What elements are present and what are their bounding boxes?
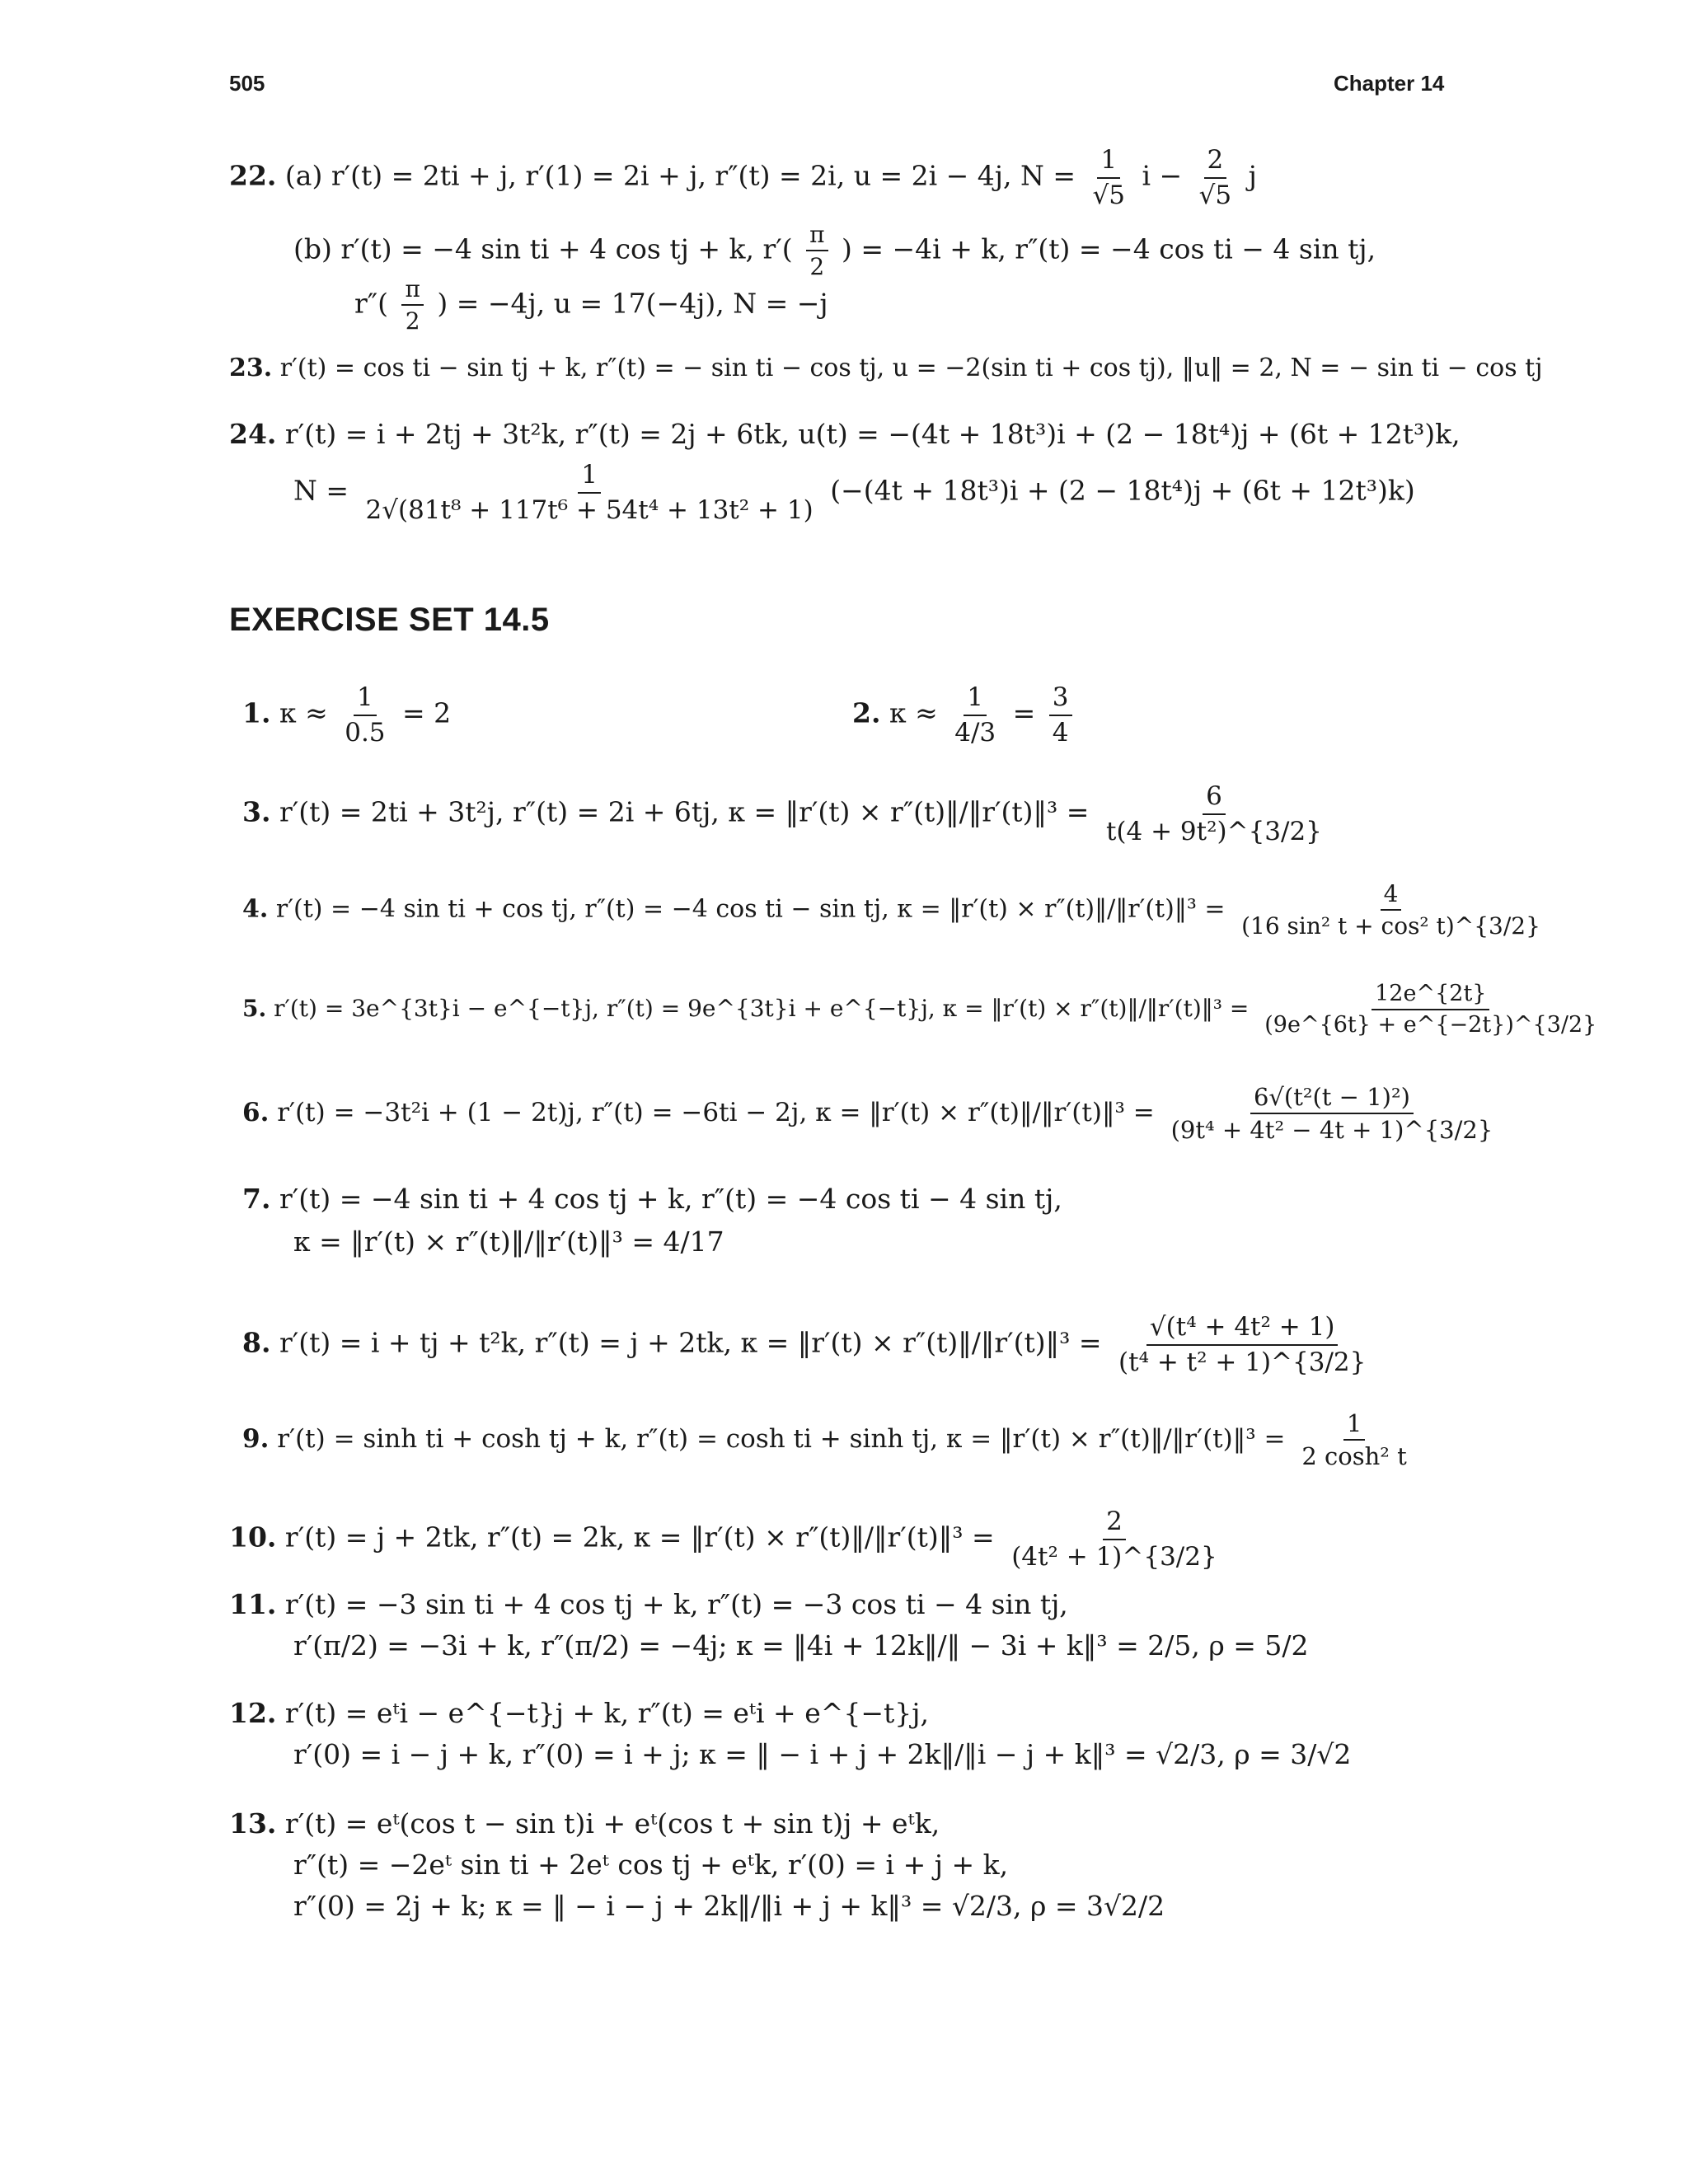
fraction: $\frac{1}{√5}$ (1092, 145, 1125, 210)
exercise-8: 8. r′(t) = i + tj + t²k, r″(t) = j + 2tk, κ = ‖r′(t) × r″(t)‖/‖r′(t)‖³ = $\frac{\text{√(t⁴ + 4t² + 1)}}{\text{(t⁴ + t² + 1)\textasciicircum{}\{3/2\}}}$ (242, 1314, 1374, 1376)
fraction: $\frac{\text{6√(t²(t − 1)²)}}{\text{(9t⁴ + 4t² − 4t + 1)\textasciicircum{}\{3/2\}}}$ (1170, 1083, 1493, 1145)
exercise-11-line2: r′(π/2) = −3i + k, r″(π/2) = −4j; κ = ‖4i + 12k‖/‖ − 3i + k‖³ = 2/5, ρ = 5/2 (293, 1629, 1309, 1661)
exercise-13-line3: r″(0) = 2j + k; κ = ‖ − i − j + 2k‖/‖i + j + k‖³ = √2/3, ρ = 3√2/2 (293, 1890, 1165, 1922)
fraction: $\frac{1}{4/3}$ (954, 682, 996, 748)
fraction: $\frac{1}{\text{2√(81t⁸ + 117t⁶ + 54t⁴ + 13t² + 1)}}$ (365, 460, 814, 525)
exercise-7-line2: κ = ‖r′(t) × r″(t)‖/‖r′(t)‖³ = 4/17 (293, 1226, 724, 1258)
answer-24-line1: 24. r′(t) = i + 2tj + 3t²k, r″(t) = 2j + 6tk, u(t) = −(4t + 18t³)i + (2 − 18t⁴)j + (6t + 12t³)k, (229, 418, 1461, 450)
exercise-3: 3. r′(t) = 2ti + 3t²j, r″(t) = 2i + 6tj, κ = ‖r′(t) × r″(t)‖/‖r′(t)‖³ = $\frac{6}{\text{t(4 + 9t²)\textasciicircum{}\{3/2\}}}$ (242, 783, 1330, 845)
answer-22-a: 22. (a) r′(t) = 2ti + j, r′(1) = 2i + j, r″(t) = 2i, u = 2i − 4j, N = $\frac{1}{√5}$ i − $\frac{2}{√5}$ j (229, 145, 1257, 210)
fraction: $\frac{4}{\text{(16 sin² t + cos² t)\textasciicircum{}\{3/2\}}}$ (1241, 880, 1540, 940)
fraction: $\frac{1}{\text{2 cosh² t}}$ (1301, 1409, 1407, 1471)
fraction: $\frac{\pi}{2}$ (806, 223, 828, 279)
exercise-13-line1: 13. r′(t) = eᵗ(cos t − sin t)i + eᵗ(cos t + sin t)j + eᵗk, (229, 1807, 940, 1840)
exercise-9: 9. r′(t) = sinh ti + cosh tj + k, r″(t) = cosh ti + sinh tj, κ = ‖r′(t) × r″(t)‖/‖r′(t)‖³ = $\frac{1}{\text{2 cosh² t}}$ (242, 1411, 1415, 1469)
answer-22-b-line1: (b) r′(t) = −4 sin ti + 4 cos tj + k, r′( $\frac{\pi}{2}$ ) = −4i + k, r″(t) = −4 cos ti − 4 sin tj, (293, 221, 1376, 281)
exercise-1: 1. κ ≈ $\frac{1}{0.5}$ = 2 (242, 682, 452, 748)
exercise-13-line2: r″(t) = −2eᵗ sin ti + 2eᵗ cos tj + eᵗk, r′(0) = i + j + k, (293, 1849, 1009, 1881)
page-number: 505 (229, 71, 265, 96)
answer-text: (a) r′(t) = 2ti + j, r′(1) = 2i + j, r″(t) = 2i, u = 2i − 4j, N = (284, 159, 1076, 192)
exercise-5: 5. r′(t) = 3e^{3t}i − e^{−t}j, r″(t) = 9e^{3t}i + e^{−t}j, κ = ‖r′(t) × r″(t)‖/‖r′(t)‖³ = $\frac{12e\^{}\{2t\}}{(9e\^{}\{6t\} + e\^{}\{-2t\})\^{}\{3/2\}}$ (242, 982, 1605, 1038)
answer-23: 23. r′(t) = cos ti − sin tj + k, r″(t) = − sin ti − cos tj, u = −2(sin ti + cos tj), ‖u‖ = 2, N = − sin ti − cos tj (229, 354, 1543, 382)
fraction: $\frac{3}{4}$ (1049, 684, 1072, 746)
fraction: $\frac{1}{0.5}$ (345, 682, 386, 748)
answer-24-line2: N = $\frac{1}{\text{2√(81t⁸ + 117t⁶ + 54t⁴ + 13t² + 1)}}$ (−(4t + 18t³)i + (2 − 18t⁴)j + (6t + 12t³)k) (293, 460, 1415, 525)
fraction: $\frac{2}{\text{(4t² + 1)\textasciicircum{}\{3/2\}}}$ (1011, 1507, 1217, 1572)
chapter-label: Chapter 14 (1334, 71, 1445, 96)
exercise-12-line1: 12. r′(t) = eᵗi − e^{−t}j + k, r″(t) = eᵗi + e^{−t}j, (229, 1697, 929, 1729)
exercise-11-line1: 11. r′(t) = −3 sin ti + 4 cos tj + k, r″(t) = −3 cos ti − 4 sin tj, (229, 1588, 1068, 1620)
exercise-4: 4. r′(t) = −4 sin ti + cos tj, r″(t) = −4 cos ti − sin tj, κ = ‖r′(t) × r″(t)‖/‖r′(t)‖³ = $\frac{4}{\text{(16 sin² t + cos² t)\textasciicircum{}\{3/2\}}}$ (242, 882, 1549, 939)
exercise-10: 10. r′(t) = j + 2tk, r″(t) = 2k, κ = ‖r′(t) × r″(t)‖/‖r′(t)‖³ = $\frac{2}{\text{(4t² + 1)\textasciicircum{}\{3/2\}}}$ (229, 1508, 1226, 1570)
answer-22-b-line2: r″( $\frac{\pi}{2}$ ) = −4j, u = 17(−4j), N = −j (354, 275, 828, 335)
answer-number: 22. (229, 159, 277, 192)
exercise-6: 6. r′(t) = −3t²i + (1 − 2t)j, r″(t) = −6ti − 2j, κ = ‖r′(t) × r″(t)‖/‖r′(t)‖³ = $\frac{\text{6√(t²(t − 1)²)}}{\text{(9t⁴ + 4t² − 4t + 1)\textasciicircum{}\{3/2\}}}$ (242, 1085, 1501, 1143)
exercise-7-line1: 7. r′(t) = −4 sin ti + 4 cos tj + k, r″(t) = −4 cos ti − 4 sin tj, (242, 1183, 1062, 1215)
fraction: $\frac{12e\^{}\{2t\}}{(9e\^{}\{6t\} + e\^{}\{-2t\})\^{}\{3/2\}}$ (1264, 981, 1597, 1038)
fraction: $\frac{\pi}{2}$ (401, 277, 423, 334)
fraction: $\frac{6}{\text{t(4 + 9t²)\textasciicircum{}\{3/2\}}}$ (1105, 781, 1322, 846)
section-title: EXERCISE SET 14.5 (229, 602, 550, 638)
exercise-12-line2: r′(0) = i − j + k, r″(0) = i + j; κ = ‖ − i + j + 2k‖/‖i − j + k‖³ = √2/3, ρ = 3/√2 (293, 1738, 1352, 1770)
fraction: $\frac{\text{√(t⁴ + 4t² + 1)}}{\text{(t⁴ + t² + 1)\textasciicircum{}\{3/2\}}}$ (1118, 1312, 1367, 1377)
exercise-2: 2. κ ≈ $\frac{1}{4/3}$ = $\frac{3}{4}$ (852, 684, 1077, 746)
fraction: $\frac{2}{√5}$ (1198, 145, 1232, 210)
